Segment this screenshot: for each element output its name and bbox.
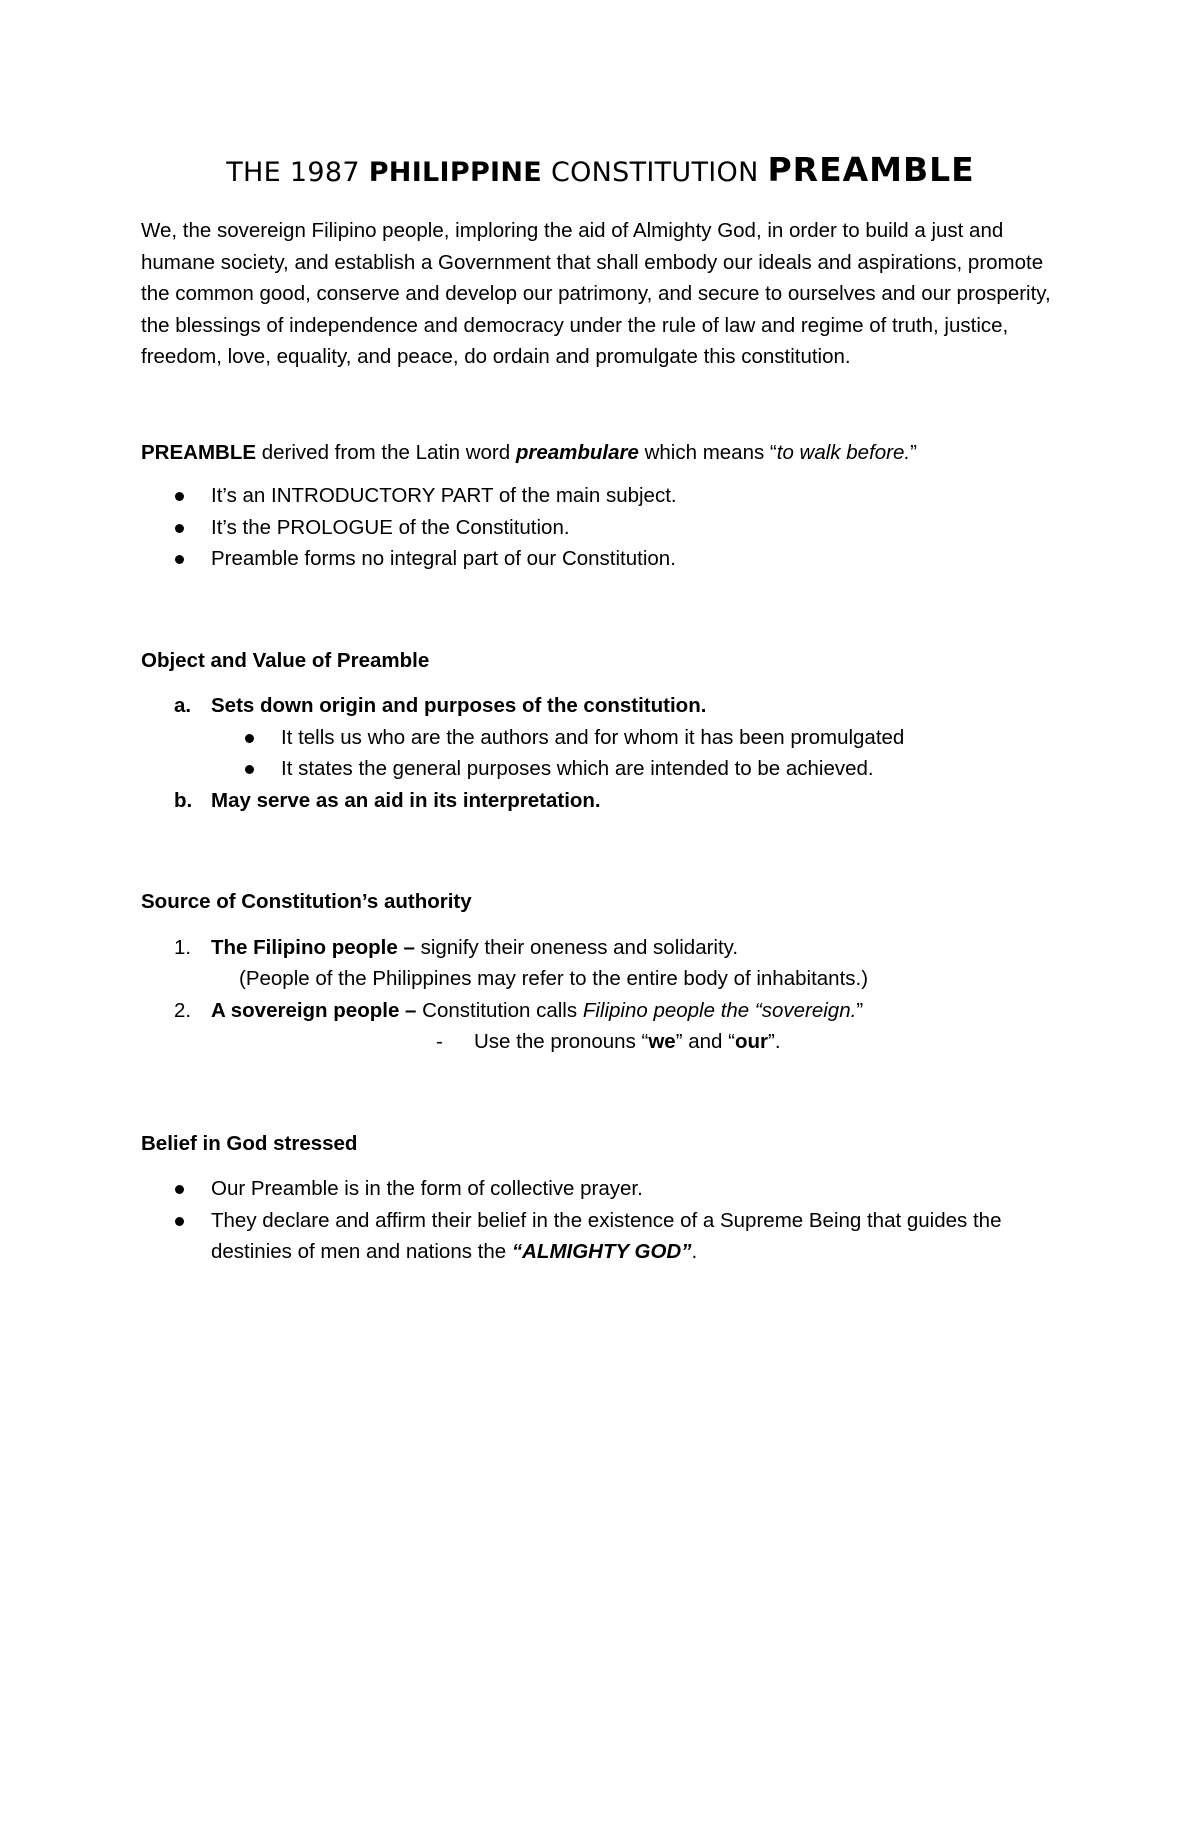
list-item: Our Preamble is in the form of collective prayer. bbox=[141, 1173, 1060, 1205]
preamble-term: PREAMBLE bbox=[141, 440, 257, 464]
title-part-4: PREAMBLE bbox=[767, 150, 975, 189]
definition-text-2: which means “ bbox=[638, 440, 777, 464]
list-item-text-end: ” bbox=[856, 998, 864, 1022]
title-part-2: PHILIPPINE bbox=[368, 157, 543, 188]
pronoun-text-3: ”. bbox=[768, 1030, 781, 1053]
latin-word: preambulare bbox=[515, 440, 639, 464]
source-authority-list bbox=[141, 932, 1060, 1058]
pronoun-text-2: ” and “ bbox=[675, 1030, 735, 1053]
preamble-text: We, the sovereign Filipino people, imploring the aid of Almighty God, in order to build a just and humane society, and establish a Government that shall embody our ideals and aspirations, promote the common good, conserve and develop our patrimony, and secure to ourselves and our prosperity, the blessings of independence and democracy under the rule of law and regime of truth, justice, freedom, love, equality, and peace, do ordain and promulgate this constitution. bbox=[141, 219, 1051, 368]
list-item bbox=[141, 932, 1060, 995]
list-item bbox=[141, 690, 1060, 785]
pronoun-our: our bbox=[734, 1030, 768, 1053]
list-item bbox=[141, 785, 1060, 817]
list-item-label: May serve as an aid in its interpretation. bbox=[211, 788, 601, 812]
object-value-list bbox=[141, 690, 1060, 816]
list-item: It’s the PROLOGUE of the Constitution. bbox=[141, 512, 1060, 544]
list-marker: b. bbox=[174, 788, 193, 812]
list-item-label: Sets down origin and purposes of the constitution. bbox=[211, 694, 707, 717]
belief-heading: Belief in God stressed bbox=[141, 1131, 358, 1155]
preamble-definition bbox=[141, 437, 1060, 469]
list-item: It states the general purposes which are intended to be achieved. bbox=[211, 753, 1060, 785]
list-item: It tells us who are the authors and for whom it has been promulgated bbox=[211, 722, 1060, 754]
pronoun-text-1: Use the pronouns “ bbox=[474, 1030, 649, 1053]
belief-bullet-list bbox=[141, 1173, 1060, 1268]
list-item-text: Constitution calls bbox=[416, 998, 583, 1022]
sub-bullet-list bbox=[211, 722, 1060, 785]
list-item-text: signify their oneness and solidarity. bbox=[414, 935, 739, 959]
list-item-note: (People of the Philippines may refer to the entire body of inhabitants.) bbox=[239, 967, 869, 990]
dash-marker: - bbox=[436, 1030, 443, 1053]
definition-text-3: ” bbox=[910, 440, 917, 464]
almighty-god-emphasis: “ALMIGHTY GOD” bbox=[511, 1240, 692, 1263]
list-item-label: A sovereign people – bbox=[211, 998, 417, 1022]
title-part-3: CONSTITUTION bbox=[542, 157, 768, 188]
list-item: It’s an INTRODUCTORY PART of the main subject. bbox=[141, 480, 1060, 512]
source-authority-heading: Source of Constitution’s authority bbox=[141, 890, 472, 913]
list-item-label: The Filipino people – bbox=[211, 935, 415, 959]
object-value-heading: Object and Value of Preamble bbox=[141, 648, 430, 672]
definition-text-1: derived from the Latin word bbox=[256, 440, 516, 464]
list-marker: 2. bbox=[174, 998, 192, 1022]
pronoun-line bbox=[211, 1026, 1060, 1058]
preamble-bullet-list bbox=[141, 480, 1060, 575]
list-marker: 1. bbox=[174, 935, 192, 959]
title-part-1: THE 1987 bbox=[226, 157, 369, 188]
list-item bbox=[141, 1205, 1060, 1268]
belief-text: They declare and affirm their belief in the existence of a Supreme Being that guides the destinies of men and nations the bbox=[211, 1208, 1002, 1263]
list-item bbox=[141, 995, 1060, 1058]
list-marker: a. bbox=[174, 694, 192, 717]
pronoun-we: we bbox=[648, 1030, 676, 1053]
belief-text-end: . bbox=[691, 1240, 698, 1263]
list-item-italic: Filipino people the “sovereign. bbox=[582, 998, 857, 1022]
page-title bbox=[141, 150, 1060, 189]
latin-meaning: to walk before. bbox=[776, 440, 911, 464]
list-item: Preamble forms no integral part of our Constitution. bbox=[141, 543, 1060, 575]
